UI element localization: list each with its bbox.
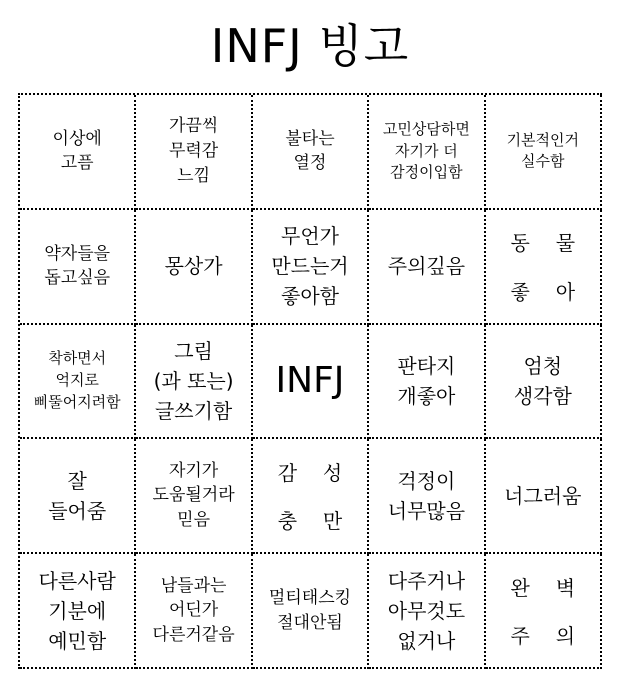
bingo-cell[interactable]: 기본적인거 실수함	[486, 95, 602, 210]
bingo-cell[interactable]: 고민상담하면 자기가 더 감정이입함	[369, 95, 485, 210]
cell-char: 성	[322, 461, 343, 486]
bingo-cell[interactable]: 가끔씩 무력감 느낌	[136, 95, 252, 210]
bingo-cell[interactable]: 엄청 생각함	[486, 325, 602, 440]
cell-char: 주	[510, 624, 530, 649]
cell-char: 동	[510, 231, 530, 256]
page-title: INFJ 빙고	[210, 19, 410, 73]
bingo-cell[interactable]: 자기가 도움될거라 믿음	[136, 439, 252, 554]
cell-char: 만	[322, 509, 343, 534]
cell-char: 벽	[555, 575, 576, 600]
bingo-cell[interactable]: 남들과는 어딘가 다른거같음	[136, 554, 252, 669]
bingo-cell[interactable]: 주의깊음	[369, 210, 485, 325]
bingo-cell[interactable]: 그림 (과 또는) 글쓰기함	[136, 325, 252, 440]
cell-char: 완	[510, 575, 530, 600]
bingo-cell[interactable]	[486, 554, 602, 669]
bingo-cell[interactable]: 다른사람 기분에 예민함	[20, 554, 136, 669]
bingo-cell[interactable]: 다주거나 아무것도 없거나	[369, 554, 485, 669]
bingo-cell[interactable]: 멀티태스킹 절대안됨	[253, 554, 369, 669]
bingo-cell[interactable]: 걱정이 너무많음	[369, 439, 485, 554]
bingo-center-cell[interactable]: INFJ	[253, 325, 369, 440]
cell-char: 감	[277, 461, 298, 486]
bingo-cell[interactable]: 착하면서 억지로 삐뚤어지려함	[20, 325, 136, 440]
cell-char: 아	[555, 279, 576, 304]
bingo-cell[interactable]: 잘 들어줌	[20, 439, 136, 554]
bingo-cell[interactable]: 약자들을 돕고싶음	[20, 210, 136, 325]
cell-char: 의	[555, 624, 576, 649]
cell-char: 물	[555, 231, 576, 256]
bingo-cell[interactable]: 몽상가	[136, 210, 252, 325]
bingo-cell[interactable]	[486, 210, 602, 325]
bingo-board	[18, 93, 602, 669]
bingo-cell[interactable]	[253, 439, 369, 554]
cell-char: 충	[277, 509, 298, 534]
bingo-cell[interactable]: 불타는 열정	[253, 95, 369, 210]
bingo-cell[interactable]: 이상에 고픔	[20, 95, 136, 210]
bingo-cell[interactable]: 너그러움	[486, 439, 602, 554]
cell-char: 좋	[510, 279, 530, 304]
bingo-cell[interactable]: 무언가 만드는거 좋아함	[253, 210, 369, 325]
bingo-cell[interactable]: 판타지 개좋아	[369, 325, 485, 440]
